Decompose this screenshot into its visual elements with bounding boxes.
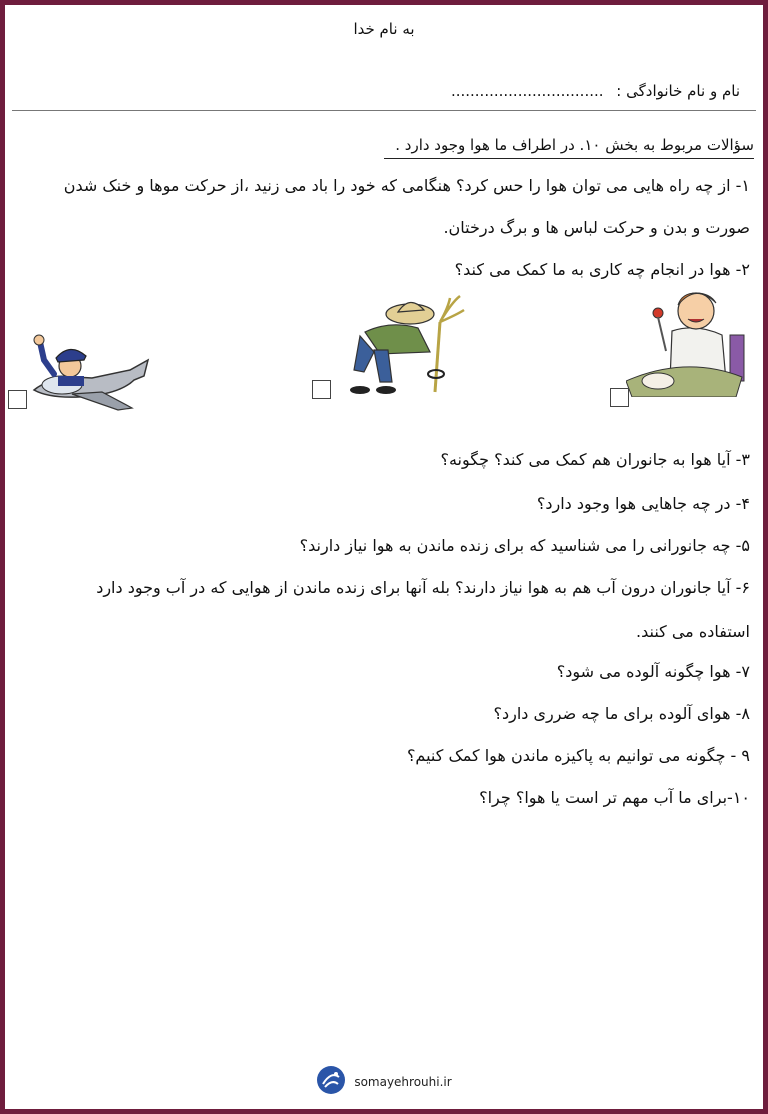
page-title [0,20,768,38]
question-6: ۶- آیا جانوران درون آب هم به هوا نیاز دارند؟ بله آنها برای زنده ماندن از هوایی که در آب وجود دارد [96,578,750,597]
section-heading: سؤالات مربوط به بخش ۱۰. در اطراف ما هوا وجود دارد . [384,136,754,159]
farmer-harvesting-image [340,292,475,397]
question-8: ۸- هوای آلوده برای ما چه ضرری دارد؟ [493,704,750,723]
pilot-airplane-image [22,330,152,412]
option-checkbox-boy[interactable] [610,388,629,407]
footer [0,1062,768,1102]
option-checkbox-pilot[interactable] [8,390,27,409]
question-7: ۷- هوا چگونه آلوده می شود؟ [556,662,750,681]
question-9: ۹ - چگونه می توانیم به پاکیزه ماندن هوا کمک کنیم؟ [406,746,750,765]
name-field [451,82,740,100]
website-link[interactable]: somayehrouhi.ir [354,1075,452,1089]
question-10: ۱۰-برای ما آب مهم تر است یا هوا؟ چرا؟ [479,788,750,807]
boy-eating-image [626,285,748,397]
name-blank: ................................ [450,82,604,100]
question-6-answer: استفاده می کنند. [636,622,750,641]
name-label: نام و نام خانوادگی : [616,82,740,100]
option-checkbox-farmer[interactable] [312,380,331,399]
site-logo-icon [316,1065,346,1099]
question-2: ۲- هوا در انجام چه کاری به ما کمک می کند؟ [454,260,750,279]
title-text: به نام خدا [353,20,415,38]
question-1: ۱- از چه راه هایی می توان هوا را حس کرد؟ هنگامی که خود را باد می زنید ،از حرکت موها و خنک شدن [63,176,750,195]
question-5: ۵- چه جانورانی را می شناسید که برای زنده ماندن به هوا نیاز دارند؟ [299,536,750,555]
divider [12,110,756,111]
question-3: ۳- آیا هوا به جانوران هم کمک می کند؟ چگونه؟ [440,450,750,469]
question-4: ۴- در چه جاهایی هوا وجود دارد؟ [536,494,750,513]
question-1-answer: صورت و بدن و حرکت لباس ها و برگ درختان. [443,218,750,237]
